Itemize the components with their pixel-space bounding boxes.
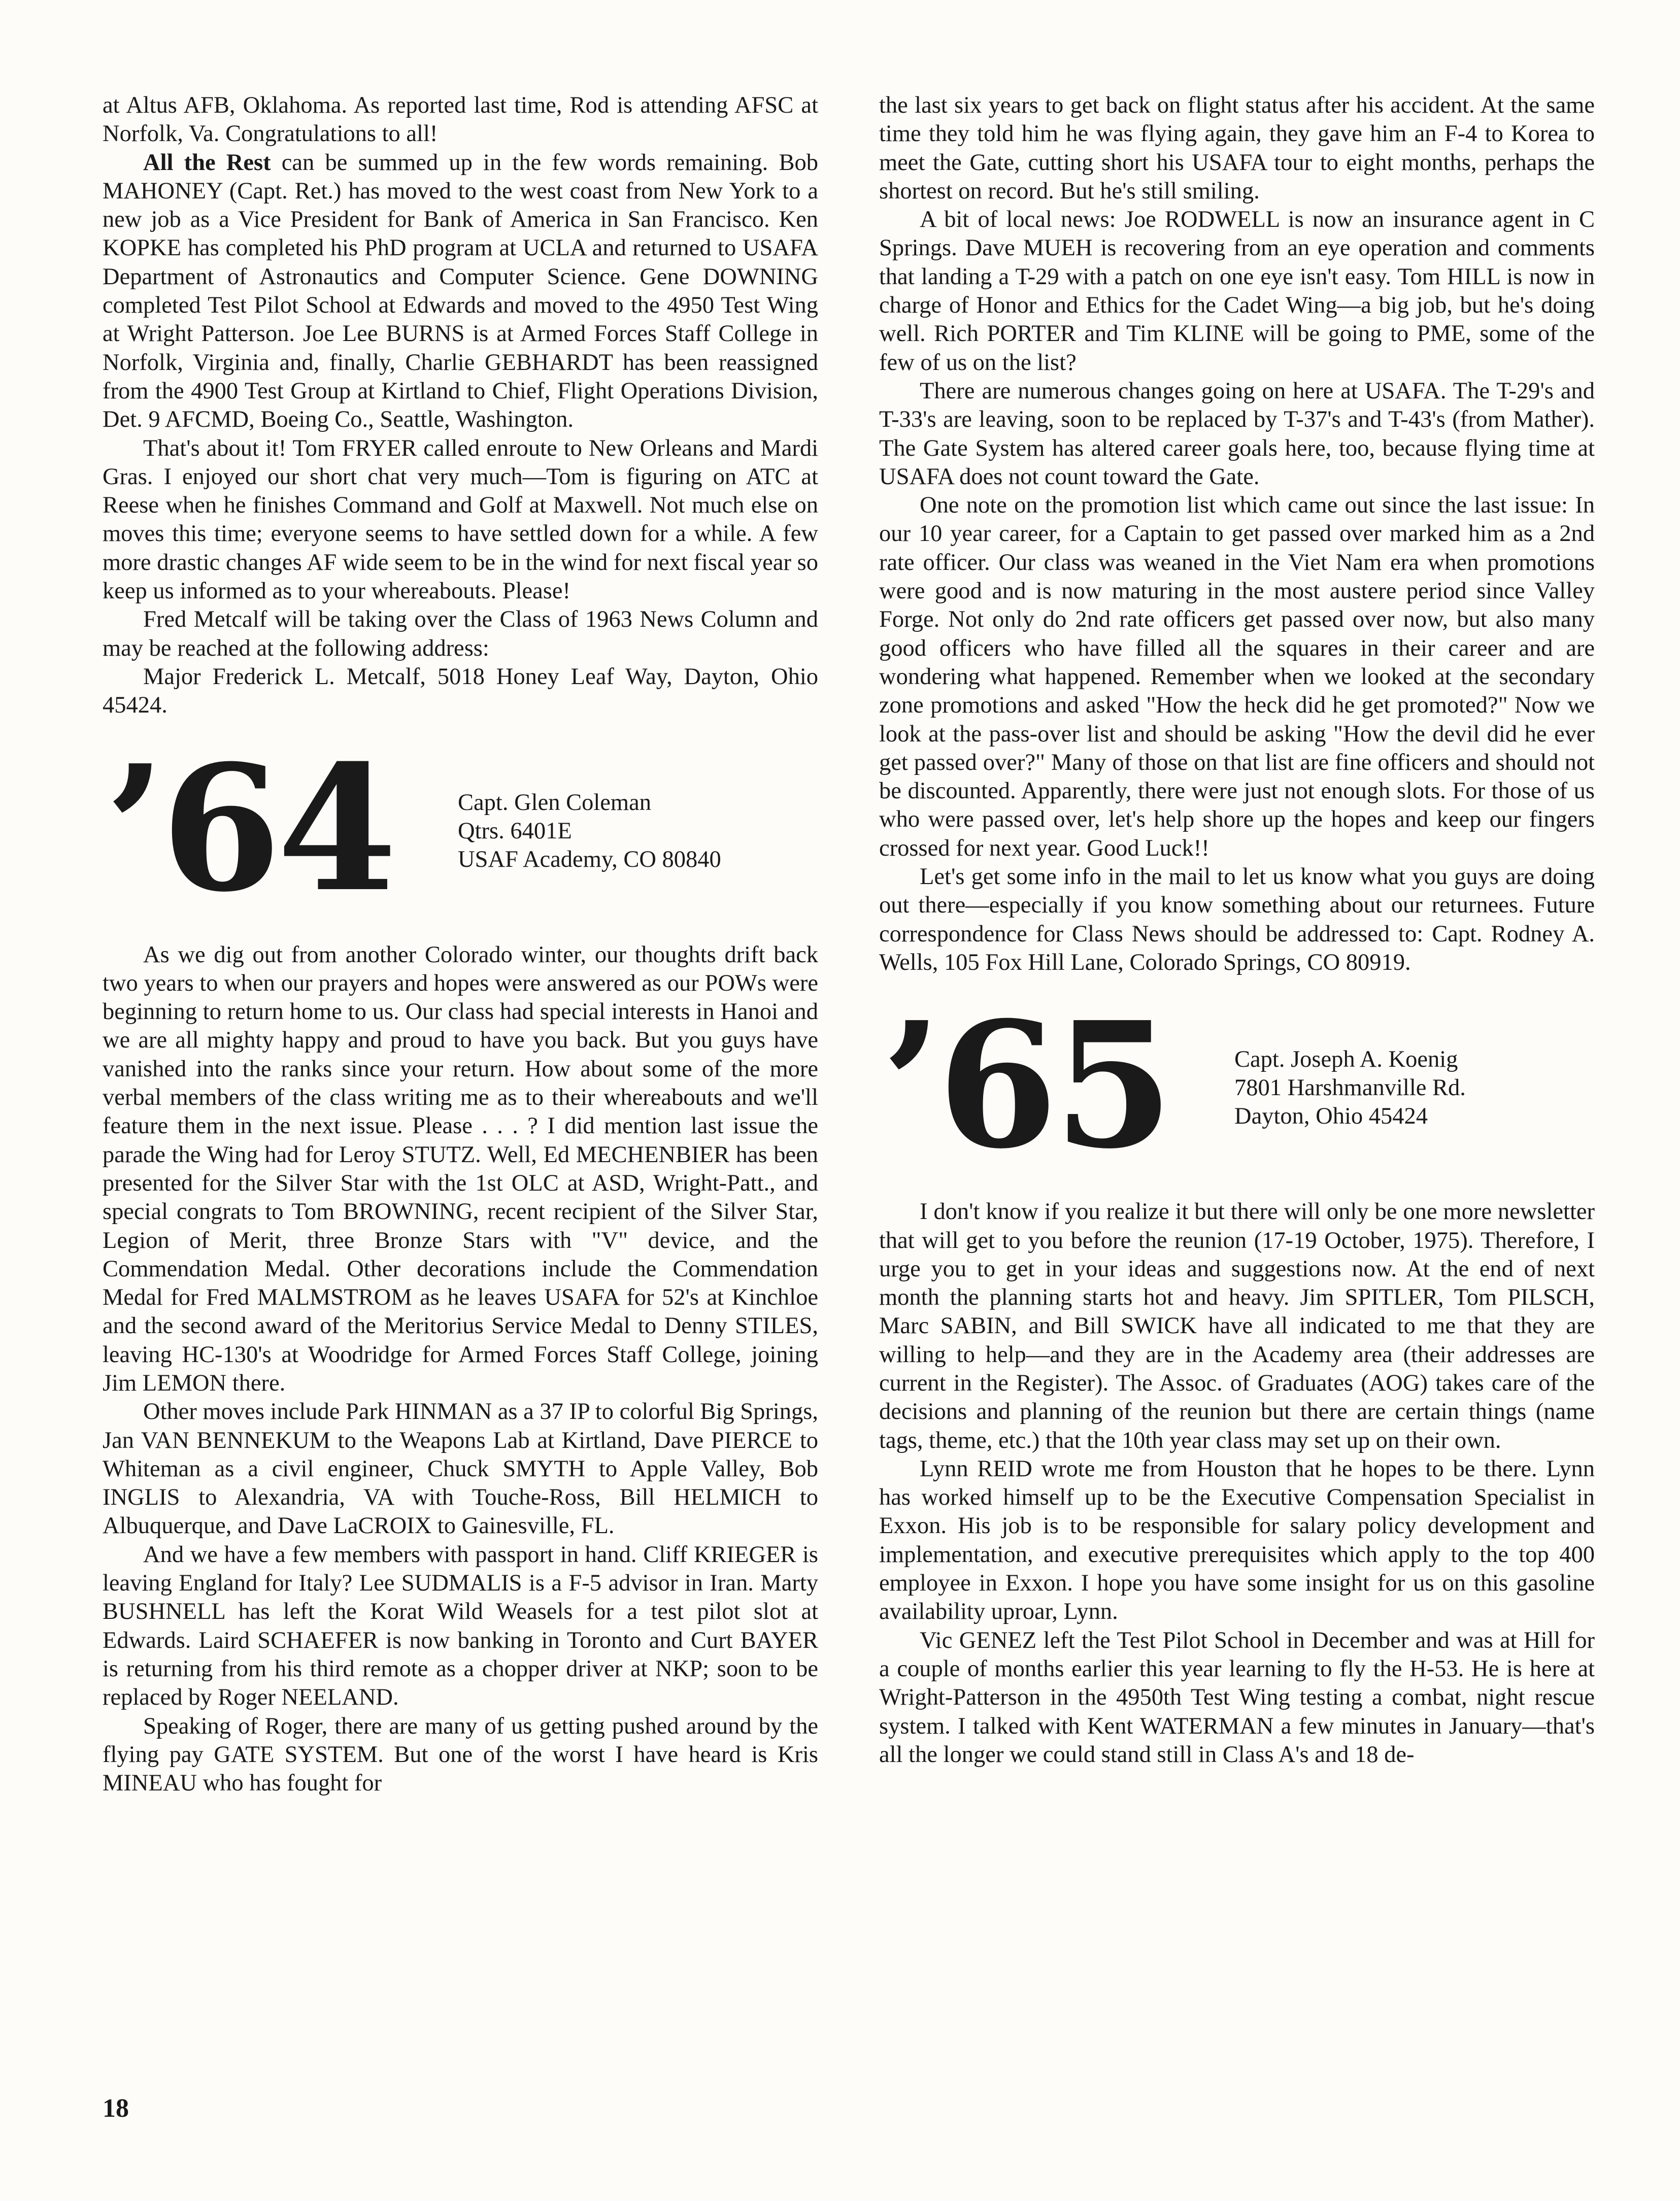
lead-in: All the Rest: [143, 149, 271, 176]
paragraph: Speaking of Roger, there are many of us getting pushed around by the flying pay GATE SYSTEM. But one of the worst I have heard is Kris MINEAU who has fought for: [103, 1713, 818, 1797]
paragraph: I don't know if you realize it but there will only be one more newsletter that will get to you before the reunion (17-19 October, 1975). Therefore, I urge you to get in your ideas and suggestions now. At the end of next month the planning starts hot and heavy. Jim SPITLER, Tom PILSCH, Marc SABIN, and Bill SWICK have all indicated to me that they are willing to help—and they are in the Academy area (their addresses are current in the Register). The Assoc. of Graduates (AOG) takes care of the decisions and planning of the reunion but there are certain things (name tags, theme, etc.) that the 10th year class may set up on their own.: [879, 1199, 1595, 1453]
class-year-number: ’65: [882, 985, 1170, 1188]
paragraph: Vic GENEZ left the Test Pilot School in December and was at Hill for a couple of months earlier this year learning to fly the H-53. He is here at Wright-Patterson in the 4950th Test Wing testing a combat, night rescue system. I talked with Kent WATERMAN a few minutes in January—that's all the longer we could stand still in Class A's and 18 de-: [879, 1627, 1595, 1768]
correspondent-address: [1234, 1045, 1466, 1131]
paragraph: Lynn REID wrote me from Houston that he hopes to be there. Lynn has worked himself up to be the Executive Compensation Specialist in Exxon. His job is to be responsible for salary policy development and implementation, and executive prerequisites which apply to the top 400 employee in Exxon. I hope you have some insight for us on this gasoline availability uproar, Lynn.: [879, 1455, 1595, 1625]
paragraph: the last six years to get back on flight status after his accident. At the same time they told him he was flying again, they gave him an F-4 to Korea to meet the Gate, cutting short his USAFA tour to eight months, perhaps the shortest on record. But he's still smiling.: [879, 92, 1595, 204]
paragraph: Let's get some info in the mail to let us know what you guys are doing out there—especially if you know something about our returnees. Future correspondence for Class News should be addressed to: Capt. Rodney A. Wells, 105 Fox Hill Lane, Colorado Springs, CO 80919.: [879, 864, 1595, 975]
left-column: [103, 91, 818, 1798]
address-line: USAF Academy, CO 80840: [458, 846, 721, 872]
address-line: Dayton, Ohio 45424: [1234, 1103, 1428, 1130]
page-number: 18: [103, 2094, 129, 2123]
paragraph: There are numerous changes going on here at USAFA. The T-29's and T-33's are leaving, soon to be replaced by T-37's and T-43's (from Mather). The Gate System has altered career goals here, too, because flying time at USAFA does not count toward the Gate.: [879, 378, 1595, 490]
paragraph-text: can be summed up in the few words remaining. Bob MAHONEY (Capt. Ret.) has moved to the west coast from New York to a new job as a Vice President for Bank of America in San Francisco. Ken KOPKE has completed his PhD program at UCLA and returned to USAFA Department of Astronautics and Computer Science. Gene DOWNING completed Test Pilot School at Edwards and moved to the 4950 Test Wing at Wright Patterson. Joe Lee BURNS is at Armed Forces Staff College in Norfolk, Virginia and, finally, Charlie GEBHARDT has been reassigned from the 4900 Test Group at Kirtland to Chief, Flight Operations Division, Det. 9 AFCMD, Boeing Co., Seattle, Washington.: [103, 149, 818, 433]
address-line: Capt. Glen Coleman: [458, 789, 651, 816]
right-column: [879, 91, 1595, 1769]
paragraph: One note on the promotion list which came out since the last issue: In our 10 year career, for a Captain to get passed over marked him as a 2nd rate officer. Our class was weaned in the Viet Nam era when promotions were good and is now maturing in the most austere period since Valley Forge. Not only do 2nd rate officers get passed over now, but also many good officers who have filled all the squares in their career and are wondering what happened. Remember when we looked at the secondary zone promotions and asked "How the heck did he get promoted?" Now we look at the pass-over list and should be asking "How the devil did he ever get passed over?" Many of those on that list are fine officers and should not be discounted. Apparently, there were just not enough slots. For those of us who were passed over, let's help shore up the hopes and keep our fingers crossed for next year. Good Luck!!: [879, 492, 1595, 861]
paragraph: at Altus AFB, Oklahoma. As reported last time, Rod is attending AFSC at Norfolk, Va. Congratulations to all!: [103, 92, 818, 147]
class-year-number: ’64: [105, 727, 393, 930]
class-1965-header: [879, 985, 1595, 1188]
paragraph: Fred Metcalf will be taking over the Class of 1963 News Column and may be reached at the following address:: [103, 606, 818, 661]
paragraph: That's about it! Tom FRYER called enroute to New Orleans and Mardi Gras. I enjoyed our short chat very much—Tom is figuring on ATC at Reese when he finishes Command and Golf at Maxwell. Not much else on moves this time; everyone seems to have settled down for a while. A few more drastic changes AF wide seem to be in the wind for next fiscal year so keep us informed as to your whereabouts. Please!: [103, 435, 818, 604]
address-line: 7801 Harshmanville Rd.: [1234, 1075, 1466, 1101]
address-line: Qtrs. 6401E: [458, 818, 572, 844]
paragraph: [103, 149, 818, 434]
class-1964-header: [103, 727, 818, 930]
correspondent-address: [458, 789, 721, 874]
paragraph: As we dig out from another Colorado winter, our thoughts drift back two years to when our prayers and hopes were answered as our POWs were beginning to return home to us. Our class had special interests in Hanoi and we are all mighty happy and proud to have you back. But you guys have vanished into the ranks since your return. How about some of the more verbal members of the class writing me as to their whereabouts and we'll feature them in the next issue. Please . . . ? I did mention last issue the parade the Wing had for Leroy STUTZ. Well, Ed MECHENBIER has been presented for the Silver Star with the 1st OLC at ASD, Wright-Patt., and special congrats to Tom BROWNING, recent recipient of the Silver Star, Legion of Merit, three Bronze Stars with "V" device, and the Commendation Medal. Other decorations include the Commendation Medal for Fred MALMSTROM as he leaves USAFA for 52's at Kinchloe and the second award of the Meritorius Service Medal to Denny STILES, leaving HC-130's at Woodridge for Armed Forces Staff College, joining Jim LEMON there.: [103, 941, 818, 1396]
address-line: Capt. Joseph A. Koenig: [1234, 1046, 1458, 1073]
paragraph: A bit of local news: Joe RODWELL is now an insurance agent in C Springs. Dave MUEH is recovering from an eye operation and comments that landing a T-29 with a patch on one eye isn't easy. Tom HILL is now in charge of Honor and Ethics for the Cadet Wing—a big job, but he's doing well. Rich PORTER and Tim KLINE will be going to PME, some of the few of us on the list?: [879, 207, 1595, 376]
paragraph: And we have a few members with passport in hand. Cliff KRIEGER is leaving England for Italy? Lee SUDMALIS is a F-5 advisor in Iran. Marty BUSHNELL has left the Korat Wild Weasels for a test pilot slot at Edwards. Laird SCHAEFER is now banking in Toronto and Curt BAYER is returning from his third remote as a chopper driver at NKP; soon to be replaced by Roger NEELAND.: [103, 1541, 818, 1711]
paragraph: Other moves include Park HINMAN as a 37 IP to colorful Big Springs, Jan VAN BENNEKUM to the Weapons Lab at Kirtland, Dave PIERCE to Whiteman as a civil engineer, Chuck SMYTH to Apple Valley, Bob INGLIS to Alexandria, VA with Touche-Ross, Bill HELMICH to Albuquerque, and Dave LaCROIX to Gainesville, FL.: [103, 1399, 818, 1539]
paragraph: Major Frederick L. Metcalf, 5018 Honey Leaf Way, Dayton, Ohio 45424.: [103, 663, 818, 719]
